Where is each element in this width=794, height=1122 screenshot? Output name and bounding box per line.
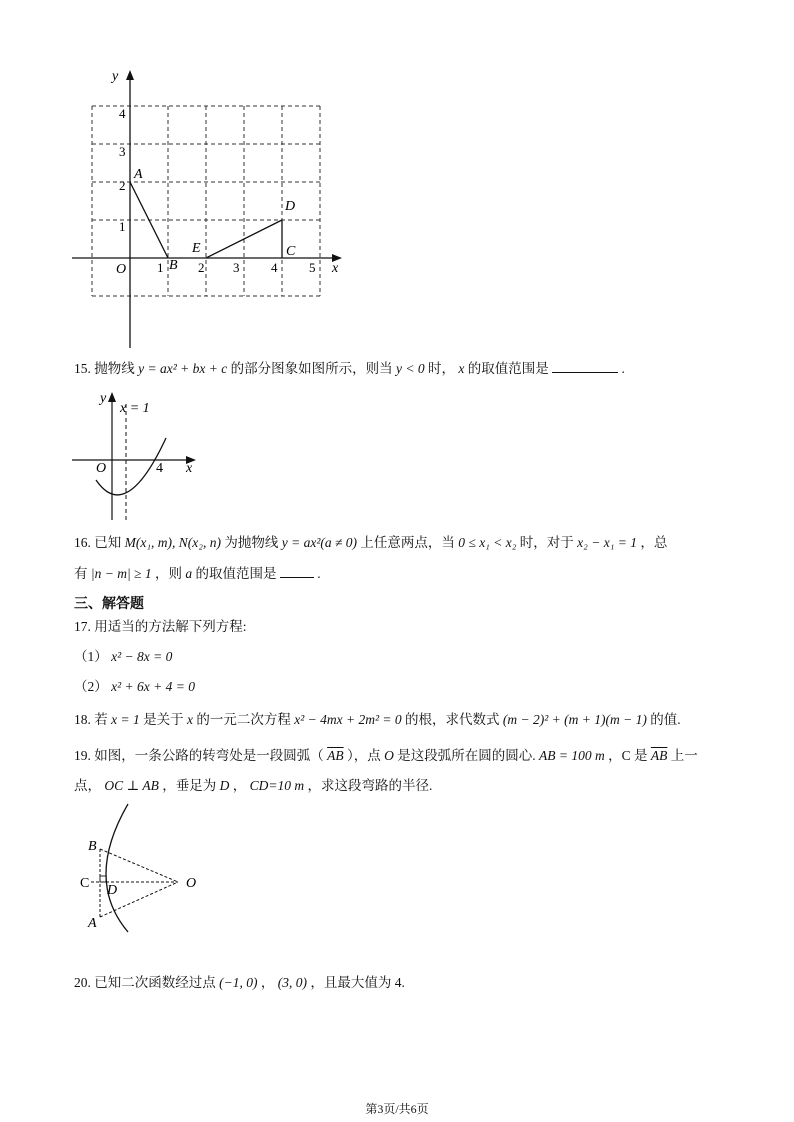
q20-point-2: (3, 0) bbox=[277, 975, 307, 990]
question-19-line-2 bbox=[74, 776, 432, 796]
q18-root: x = 1 bbox=[111, 712, 140, 727]
question-17 bbox=[74, 617, 247, 637]
q16-text: 有 bbox=[74, 566, 88, 581]
q18-text: 的值. bbox=[650, 712, 681, 727]
q15-answer-blank[interactable] bbox=[552, 358, 618, 373]
right-angle-mark bbox=[100, 876, 106, 882]
q16-parabola: y = ax²(a ≠ 0) bbox=[281, 535, 358, 550]
q17-item-label: （2） bbox=[74, 679, 108, 694]
q14-coordinate-figure bbox=[66, 66, 356, 356]
q15-variable: x bbox=[458, 361, 465, 376]
axis-of-symmetry-label: x = 1 bbox=[120, 401, 150, 416]
q15-condition: y < 0 bbox=[395, 361, 425, 376]
q20-separator: ， bbox=[260, 975, 275, 990]
q19-ab-length: AB = 100 m bbox=[539, 748, 605, 763]
q18-text: 是关于 bbox=[143, 712, 184, 727]
q16-text: 的取值范围是 bbox=[195, 566, 277, 581]
q16-points: M(x₁, m), N(x₂, n) bbox=[124, 535, 221, 550]
q19-text: ，C 是 bbox=[608, 748, 648, 763]
q18-equation: x² − 4mx + 2m² = 0 bbox=[294, 712, 402, 727]
q20-number: 20. bbox=[74, 975, 91, 990]
q15-parabola-figure bbox=[70, 388, 202, 522]
q17-text: 用适当的方法解下列方程: bbox=[94, 619, 247, 634]
q18-variable: x bbox=[186, 712, 193, 727]
q16-condition-1: 0 ≤ x₁ < x₂ bbox=[458, 535, 517, 550]
q15-end: . bbox=[621, 361, 625, 376]
y-tick-4: 4 bbox=[119, 106, 126, 121]
question-19-line-1 bbox=[74, 746, 698, 766]
q19-perpendicular: OC ⊥ AB bbox=[104, 778, 159, 793]
q16-answer-blank[interactable] bbox=[280, 563, 314, 578]
q19-arc-figure bbox=[74, 800, 214, 936]
point-label-e: E bbox=[192, 241, 201, 256]
q19-center: O bbox=[384, 748, 394, 763]
q19-text: ， bbox=[232, 778, 247, 793]
y-tick-1: 1 bbox=[119, 219, 126, 234]
point-label-b: B bbox=[169, 258, 178, 273]
q20-text: ，且最大值为 4. bbox=[310, 975, 405, 990]
question-18 bbox=[74, 710, 681, 730]
q15-number: 15. bbox=[74, 361, 91, 376]
x-axis-label: x bbox=[332, 261, 339, 276]
q16-text: 已知 bbox=[94, 535, 122, 550]
q15-text: 的取值范围是 bbox=[467, 361, 549, 376]
label-o: O bbox=[186, 876, 197, 891]
y-axis-label: y bbox=[100, 391, 107, 406]
q18-number: 18. bbox=[74, 712, 91, 727]
q18-text: 若 bbox=[94, 712, 108, 727]
point-label-c: C bbox=[286, 244, 296, 259]
q16-variable: a bbox=[185, 566, 193, 581]
y-tick-3: 3 bbox=[119, 144, 126, 159]
label-d: D bbox=[107, 883, 118, 898]
y-axis-arrow bbox=[108, 392, 116, 402]
q16-number: 16. bbox=[74, 535, 91, 550]
label-b: B bbox=[88, 839, 97, 854]
y-axis-arrow bbox=[126, 70, 134, 80]
q16-condition-3: |n − m| ≥ 1 bbox=[90, 566, 152, 581]
q18-expression: (m − 2)² + (m + 1)(m − 1) bbox=[502, 712, 647, 727]
q15-text: 的部分图象如图所示，则当 bbox=[230, 361, 393, 376]
q19-cd-length: CD=10 m bbox=[249, 778, 305, 793]
question-15 bbox=[74, 358, 625, 379]
q19-text: 点， bbox=[74, 778, 101, 793]
y-tick-2: 2 bbox=[119, 178, 126, 193]
q19-text: ，垂足为 bbox=[162, 778, 217, 793]
x-tick-2: 2 bbox=[198, 260, 205, 275]
question-16-line-2 bbox=[74, 563, 321, 584]
point-label-a: A bbox=[134, 167, 143, 182]
section-heading: 三、解答题 bbox=[74, 596, 144, 612]
radius-ob bbox=[100, 849, 178, 882]
point-label-d: D bbox=[285, 199, 296, 214]
x-tick-3: 3 bbox=[233, 260, 240, 275]
label-a: A bbox=[88, 916, 97, 931]
question-20 bbox=[74, 973, 405, 993]
q17-equation: x² − 8x = 0 bbox=[111, 649, 173, 664]
q16-condition-2: x₂ − x₁ = 1 bbox=[577, 535, 638, 550]
q19-arc: $\overline{AB}$ bbox=[327, 748, 344, 763]
q16-end: . bbox=[317, 566, 321, 581]
x-axis-label: x bbox=[186, 461, 193, 476]
q16-text: 上任意两点，当 bbox=[360, 535, 455, 550]
q15-text: 抛物线 bbox=[94, 361, 135, 376]
q19-foot-point: D bbox=[219, 778, 230, 793]
label-c: C bbox=[80, 876, 90, 891]
question-16-line-1 bbox=[74, 533, 667, 553]
q16-text: 为抛物线 bbox=[224, 535, 279, 550]
q17-item-1 bbox=[74, 647, 172, 667]
q20-text: 已知二次函数经过点 bbox=[94, 975, 216, 990]
q16-text: ，总 bbox=[640, 535, 668, 550]
origin-label: O bbox=[96, 461, 107, 476]
page-footer: 第3页/共6页 bbox=[365, 1102, 429, 1116]
q19-arc: $\overline{AB}$ bbox=[650, 748, 668, 763]
x-tick-5: 5 bbox=[309, 260, 316, 275]
q19-text: 如图，一条公路的转弯处是一段圆弧（ bbox=[94, 748, 324, 763]
q19-text: 上一 bbox=[670, 748, 698, 763]
origin-label: O bbox=[116, 262, 127, 277]
q17-equation: x² + 6x + 4 = 0 bbox=[111, 679, 195, 694]
q16-text: ，则 bbox=[154, 566, 182, 581]
q17-number: 17. bbox=[74, 619, 91, 634]
q19-text: ），点 bbox=[347, 748, 381, 763]
x-tick-4: 4 bbox=[271, 260, 278, 275]
y-axis-label: y bbox=[112, 69, 119, 84]
x-tick-1: 1 bbox=[157, 260, 164, 275]
q19-number: 19. bbox=[74, 748, 91, 763]
q19-text: 是这段弧所在圆的圆心. bbox=[397, 748, 536, 763]
q17-item-2 bbox=[74, 677, 195, 697]
q20-point-1: (−1, 0) bbox=[219, 975, 258, 990]
q16-text: 时，对于 bbox=[519, 535, 574, 550]
q19-text: ，求这段弯路的半径. bbox=[307, 778, 433, 793]
q15-formula: y = ax² + bx + c bbox=[138, 361, 228, 376]
q18-text: 的一元二次方程 bbox=[196, 712, 291, 727]
q18-text: 的根，求代数式 bbox=[405, 712, 500, 727]
q17-item-label: （1） bbox=[74, 649, 108, 664]
root-label: 4 bbox=[156, 461, 163, 476]
q15-text: 时， bbox=[427, 361, 455, 376]
